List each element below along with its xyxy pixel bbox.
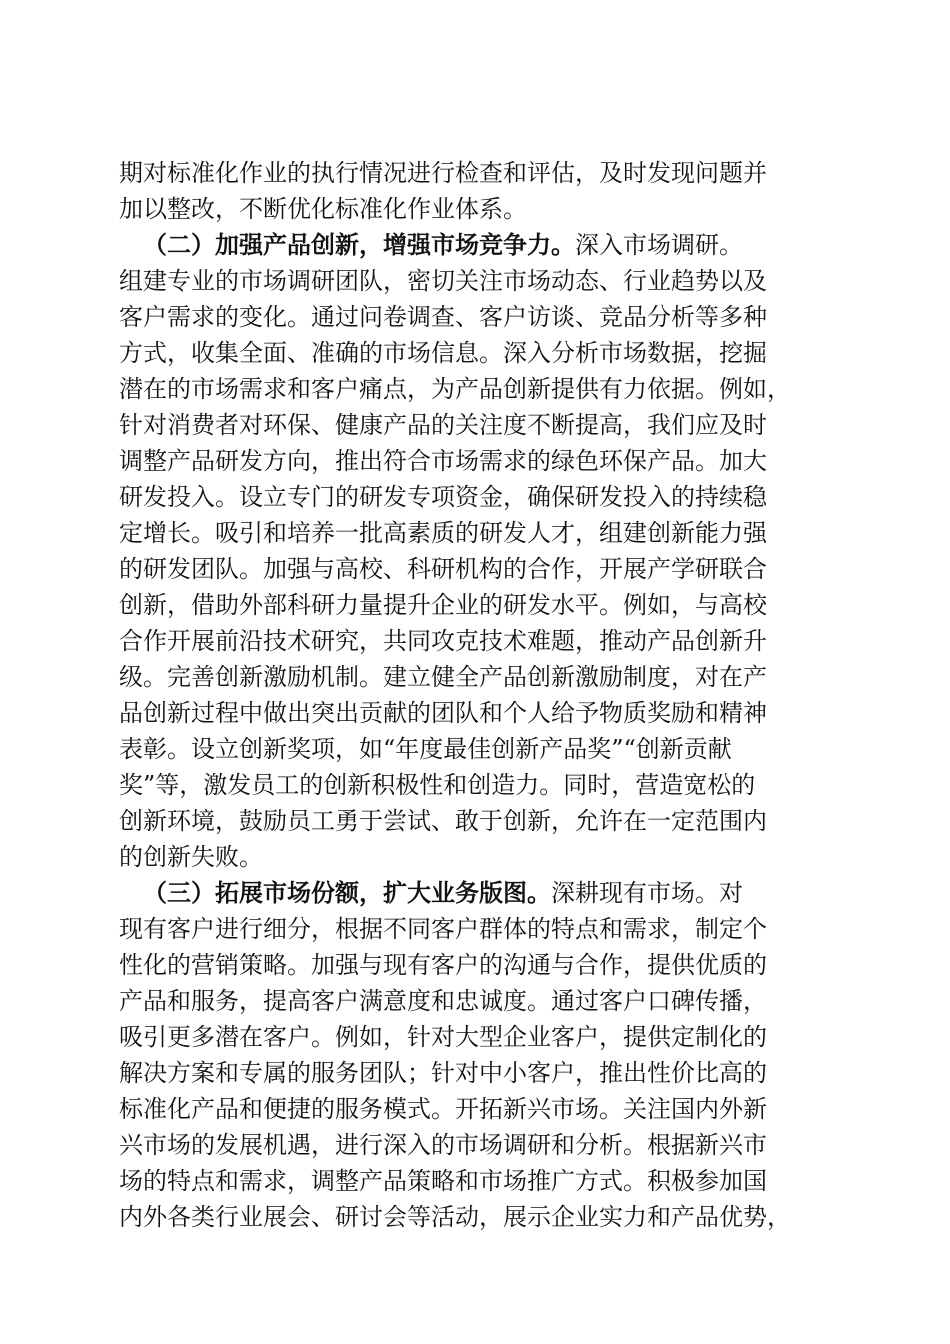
text-line: 合作开展前沿技术研究，共同攻克技术难题，推动产品创新升 — [119, 627, 767, 655]
text-line: 调整产品研发方向，推出符合市场需求的绿色环保产品。加大 — [119, 447, 767, 475]
text-line: 产品和服务，提高客户满意度和忠诚度。通过客户口碑传播， — [119, 987, 767, 1015]
text-line: 吸引更多潜在客户。例如，针对大型企业客户，提供定制化的 — [119, 1023, 767, 1051]
text-line: 针对消费者对环保、健康产品的关注度不断提高，我们应及时 — [119, 411, 767, 439]
text-line: 品创新过程中做出突出贡献的团队和个人给予物质奖励和精神 — [119, 699, 767, 727]
text-line: 场的特点和需求，调整产品策略和市场推广方式。积极参加国 — [119, 1167, 767, 1195]
section-3-heading: （三）拓展市场份额，扩大业务版图。 — [143, 879, 551, 907]
text-line: 级。完善创新激励机制。建立健全产品创新激励制度，对在产 — [119, 663, 767, 691]
text-line: 创新，借助外部科研力量提升企业的研发水平。例如，与高校 — [119, 591, 767, 619]
text-line: 期对标准化作业的执行情况进行检查和评估，及时发现问题并 — [119, 159, 767, 187]
text-line: 奖”等，激发员工的创新积极性和创造力。同时，营造宽松的 — [119, 771, 756, 799]
text-line: 的研发团队。加强与高校、科研机构的合作，开展产学研联合 — [119, 555, 767, 583]
text-line: 现有客户进行细分，根据不同客户群体的特点和需求，制定个 — [119, 915, 767, 943]
text-line: 研发投入。设立专门的研发专项资金，确保研发投入的持续稳 — [119, 483, 767, 511]
text-line: 兴市场的发展机遇，进行深入的市场调研和分析。根据新兴市 — [119, 1131, 767, 1159]
text-line: 加以整改，不断优化标准化作业体系。 — [119, 195, 527, 223]
text-line: 潜在的市场需求和客户痛点，为产品创新提供有力依据。例如， — [119, 375, 791, 403]
section-2-heading: （二）加强产品创新，增强市场竞争力。 — [143, 231, 575, 259]
section-3-heading-tail: 深耕现有市场。对 — [551, 879, 743, 907]
text-line: 组建专业的市场调研团队，密切关注市场动态、行业趋势以及 — [119, 267, 767, 295]
text-line: 标准化产品和便捷的服务模式。开拓新兴市场。关注国内外新 — [119, 1095, 767, 1123]
text-line: 定增长。吸引和培养一批高素质的研发人才，组建创新能力强 — [119, 519, 767, 547]
text-line: 方式，收集全面、准确的市场信息。深入分析市场数据，挖掘 — [119, 339, 767, 367]
text-line: 性化的营销策略。加强与现有客户的沟通与合作，提供优质的 — [119, 951, 767, 979]
text-line: 表彰。设立创新奖项，如“年度最佳创新产品奖”“创新贡献 — [119, 735, 732, 763]
text-line: 的创新失败。 — [119, 843, 263, 871]
text-line: 解决方案和专属的服务团队；针对中小客户，推出性价比高的 — [119, 1059, 767, 1087]
text-line: 内外各类行业展会、研讨会等活动，展示企业实力和产品优势， — [119, 1203, 791, 1231]
section-3-first-line — [143, 876, 743, 910]
text-line: 客户需求的变化。通过问卷调查、客户访谈、竞品分析等多种 — [119, 303, 767, 331]
section-2-heading-tail: 深入市场调研。 — [575, 231, 743, 259]
section-2-first-line — [143, 228, 743, 262]
text-line: 创新环境，鼓励员工勇于尝试、敢于创新，允许在一定范围内 — [119, 807, 767, 835]
